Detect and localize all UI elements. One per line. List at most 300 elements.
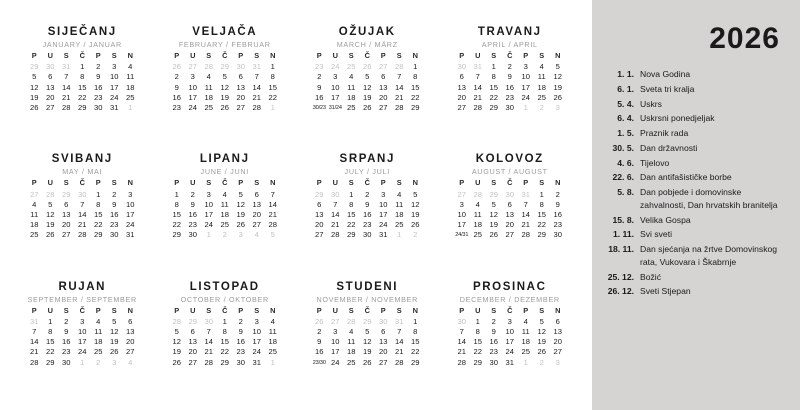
- day-cell: 3: [507, 316, 512, 326]
- month-block: [14, 26, 151, 145]
- day-cell: 30: [236, 62, 245, 72]
- weekday-header: S: [63, 178, 69, 188]
- week-row: [311, 200, 423, 210]
- day-cell: 31: [252, 62, 261, 72]
- day-cell: 13: [379, 337, 388, 347]
- day-cell: 30: [204, 316, 213, 326]
- day-cell: 21: [395, 347, 404, 357]
- weekday-header: Č: [79, 305, 85, 315]
- day-cell: 29: [220, 357, 229, 367]
- day-cell: 16: [62, 337, 71, 347]
- day-cell: 17: [252, 337, 261, 347]
- day-cell: 12: [236, 199, 245, 209]
- day-cell: 8: [96, 199, 101, 209]
- day-cell: 10: [505, 327, 514, 337]
- holiday-row: [606, 68, 784, 81]
- day-cell: 6: [64, 199, 69, 209]
- day-cell: 5: [222, 72, 227, 82]
- weekday-header-row: [169, 306, 281, 317]
- day-cell: 14: [62, 82, 71, 92]
- weekday-header: U: [332, 305, 338, 315]
- week-row: [311, 358, 423, 368]
- day-cell: 11: [30, 209, 39, 219]
- holiday-name: Dan državnosti: [640, 142, 698, 153]
- day-cell: 1: [397, 230, 402, 240]
- day-cell: 20: [126, 337, 135, 347]
- month-day-table: [454, 306, 566, 368]
- weekday-header: S: [63, 51, 69, 60]
- weekday-header: N: [127, 51, 133, 60]
- day-cell: 29: [347, 230, 356, 240]
- day-cell: 6: [254, 189, 259, 199]
- day-cell: 27: [252, 220, 261, 230]
- day-cell: 17: [126, 209, 135, 219]
- weekday-header: S: [111, 51, 117, 60]
- month-name: TRAVANJ: [477, 26, 542, 38]
- day-cell: 28: [204, 357, 213, 367]
- week-row: [26, 230, 138, 240]
- day-cell: 3: [333, 327, 338, 337]
- day-cell: 3: [555, 357, 560, 367]
- week-row: [169, 327, 281, 337]
- weekday-header-row: [169, 178, 281, 189]
- day-cell: 16: [505, 82, 514, 92]
- holiday-row: [606, 228, 784, 241]
- holiday-name: Nova Godina: [640, 69, 691, 79]
- week-row: [26, 103, 138, 113]
- weekday-header: S: [254, 178, 260, 188]
- day-cell: 6: [381, 327, 386, 337]
- weekday-header: U: [190, 178, 196, 188]
- day-cell: 31: [252, 357, 261, 367]
- weekday-header: S: [206, 178, 212, 188]
- weekday-header: N: [412, 178, 418, 188]
- day-cell: 22: [347, 220, 356, 230]
- day-cell: 6: [507, 199, 512, 209]
- day-cell: 6: [190, 327, 195, 337]
- month-subtitle: AUGUST / AUGUST: [471, 167, 548, 177]
- day-cell: 28: [62, 103, 71, 113]
- day-cell: 2: [365, 189, 370, 199]
- day-cell: 28: [46, 189, 55, 199]
- day-cell: 25: [204, 103, 213, 113]
- week-row: [311, 103, 423, 113]
- day-cell: 3: [80, 316, 85, 326]
- day-cell: 13: [315, 209, 324, 219]
- day-cell: 24: [110, 92, 119, 102]
- day-cell: 30: [236, 357, 245, 367]
- month-day-table: [26, 178, 138, 240]
- month-name: OŽUJAK: [338, 26, 396, 38]
- holiday-date: 6. 1.: [617, 83, 634, 94]
- weekday-header: P: [316, 178, 322, 188]
- week-row: [26, 93, 138, 103]
- month-day-table: [169, 178, 281, 240]
- weekday-header: N: [412, 305, 418, 315]
- month-subtitle: JULY / JULI: [344, 167, 390, 177]
- day-cell: 21: [78, 220, 87, 230]
- day-cell: 29: [315, 189, 324, 199]
- day-cell: 11: [395, 199, 404, 209]
- day-cell: 6: [555, 316, 560, 326]
- day-cell: 4: [397, 189, 402, 199]
- holiday-date: 26. 12.: [607, 286, 634, 297]
- day-cell: 19: [236, 209, 245, 219]
- weekday-header: S: [111, 305, 117, 315]
- day-cell: 26: [236, 220, 245, 230]
- month-block: [299, 281, 436, 400]
- week-row: [454, 93, 566, 103]
- day-cell: 7: [270, 189, 275, 199]
- weekday-header: N: [270, 178, 276, 188]
- day-cell: 17: [204, 209, 213, 219]
- weekday-header: P: [174, 51, 180, 60]
- day-cell: 21: [252, 92, 261, 102]
- weekday-header: P: [174, 178, 180, 188]
- day-cell: 3: [459, 199, 464, 209]
- month-subtitle: JANUARY / JANUAR: [42, 40, 122, 49]
- day-cell: 27: [236, 103, 245, 113]
- day-cell: 2: [539, 357, 544, 367]
- day-cell: 5: [48, 199, 53, 209]
- month-block: [157, 281, 294, 400]
- holiday-date: 30. 5.: [612, 142, 634, 153]
- day-cell: 1: [539, 189, 544, 199]
- day-cell: 25: [537, 92, 546, 102]
- day-cell: 21: [395, 92, 404, 102]
- day-cell: 29: [62, 189, 71, 199]
- day-cell: 12: [172, 337, 181, 347]
- day-cell: 24/31: [455, 232, 469, 239]
- day-cell: 13: [252, 199, 261, 209]
- day-cell: 26: [363, 62, 372, 72]
- day-cell: 30: [505, 189, 514, 199]
- day-cell: 22: [411, 347, 420, 357]
- day-cell: 30: [505, 103, 514, 113]
- day-cell: 26: [30, 103, 39, 113]
- day-cell: 2: [413, 230, 418, 240]
- holiday-row: [606, 83, 784, 96]
- weekday-header: S: [539, 178, 545, 188]
- day-cell: 9: [365, 199, 370, 209]
- holiday-name: Dan antifašističke borbe: [640, 172, 732, 183]
- day-cell: 22: [220, 347, 229, 357]
- week-row: [454, 62, 566, 72]
- day-cell: 14: [521, 209, 530, 219]
- day-cell: 12: [411, 199, 420, 209]
- weekday-header: P: [380, 178, 386, 188]
- day-cell: 10: [521, 72, 530, 82]
- day-cell: 20: [236, 92, 245, 102]
- month-block: [442, 281, 579, 400]
- day-cell: 5: [365, 72, 370, 82]
- holiday-date: 1. 5.: [617, 128, 634, 139]
- day-cell: 5: [413, 189, 418, 199]
- day-cell: 26: [363, 357, 372, 367]
- week-row: [26, 327, 138, 337]
- weekday-header: N: [555, 51, 561, 60]
- day-cell: 22: [172, 220, 181, 230]
- week-row: [311, 190, 423, 200]
- week-row: [26, 83, 138, 93]
- day-cell: 9: [96, 72, 101, 82]
- day-cell: 30: [331, 189, 340, 199]
- weekday-header: P: [523, 305, 529, 315]
- day-cell: 17: [110, 82, 119, 92]
- day-cell: 27: [505, 230, 514, 240]
- weekday-header: P: [31, 51, 37, 60]
- day-cell: 20: [252, 209, 261, 219]
- day-cell: 19: [30, 92, 39, 102]
- weekday-header: U: [332, 178, 338, 188]
- day-cell: 24: [379, 220, 388, 230]
- day-cell: 17: [78, 337, 87, 347]
- day-cell: 4: [475, 199, 480, 209]
- day-cell: 31: [473, 62, 482, 72]
- week-row: [454, 190, 566, 200]
- weekday-header: S: [254, 51, 260, 60]
- day-cell: 2: [96, 357, 101, 367]
- weekday-header: S: [491, 305, 497, 315]
- day-cell: 5: [365, 327, 370, 337]
- day-cell: 9: [555, 199, 560, 209]
- day-cell: 30: [457, 62, 466, 72]
- day-cell: 1: [80, 62, 85, 72]
- weekday-header: P: [95, 178, 101, 188]
- week-row: [311, 62, 423, 72]
- weekday-header: S: [206, 51, 212, 60]
- weekday-header: U: [332, 51, 338, 60]
- weekday-header: S: [111, 178, 117, 188]
- day-cell: 22: [78, 92, 87, 102]
- week-row: [169, 230, 281, 240]
- day-cell: 27: [62, 230, 71, 240]
- holidays-sidebar: [592, 0, 800, 410]
- day-cell: 19: [553, 82, 562, 92]
- day-cell: 4: [96, 316, 101, 326]
- weekday-header: U: [47, 51, 53, 60]
- day-cell: 4: [349, 72, 354, 82]
- holiday-row: [606, 171, 784, 184]
- day-cell: 4: [270, 316, 275, 326]
- weekday-header-row: [454, 51, 566, 62]
- holiday-row: [606, 186, 784, 211]
- weekday-header: N: [555, 305, 561, 315]
- day-cell: 19: [363, 92, 372, 102]
- month-name: KOLOVOZ: [475, 153, 544, 166]
- day-cell: 18: [347, 347, 356, 357]
- day-cell: 31: [521, 189, 530, 199]
- day-cell: 23: [489, 347, 498, 357]
- day-cell: 4: [128, 62, 133, 72]
- day-cell: 27: [379, 62, 388, 72]
- month-name: SVIBANJ: [51, 153, 113, 166]
- holiday-date: 25. 12.: [607, 271, 634, 282]
- week-row: [169, 347, 281, 357]
- weekday-header: U: [475, 305, 481, 315]
- day-cell: 20: [379, 92, 388, 102]
- day-cell: 15: [78, 82, 87, 92]
- week-row: [26, 190, 138, 200]
- day-cell: 28: [268, 220, 277, 230]
- day-cell: 17: [505, 337, 514, 347]
- weekday-header: Č: [507, 178, 513, 188]
- holiday-row: [606, 271, 784, 284]
- day-cell: 1: [222, 316, 227, 326]
- day-cell: 9: [317, 82, 322, 92]
- day-cell: 6: [128, 316, 133, 326]
- day-cell: 27: [457, 189, 466, 199]
- weekday-header: Č: [364, 178, 370, 188]
- day-cell: 21: [30, 347, 39, 357]
- day-cell: 8: [539, 199, 544, 209]
- weekday-header: S: [348, 178, 354, 188]
- day-cell: 28: [395, 357, 404, 367]
- holiday-row: [606, 157, 784, 170]
- day-cell: 3: [206, 189, 211, 199]
- day-cell: 25: [220, 220, 229, 230]
- day-cell: 27: [331, 316, 340, 326]
- weekday-header: U: [47, 305, 53, 315]
- day-cell: 8: [174, 199, 179, 209]
- day-cell: 8: [413, 327, 418, 337]
- day-cell: 22: [537, 220, 546, 230]
- day-cell: 18: [220, 209, 229, 219]
- day-cell: 8: [413, 72, 418, 82]
- day-cell: 10: [188, 82, 197, 92]
- month-name: RUJAN: [58, 280, 107, 293]
- month-name: PROSINAC: [472, 280, 547, 293]
- day-cell: 7: [206, 327, 211, 337]
- holiday-name: Velika Gospa: [640, 214, 691, 225]
- day-cell: 12: [110, 327, 119, 337]
- day-cell: 29: [220, 62, 229, 72]
- day-cell: 19: [489, 220, 498, 230]
- day-cell: 31: [30, 316, 39, 326]
- weekday-header: N: [555, 178, 561, 188]
- day-cell: 27: [379, 103, 388, 113]
- day-cell: 5: [174, 327, 179, 337]
- day-cell: 29: [411, 103, 420, 113]
- weekday-header-row: [26, 51, 138, 62]
- day-cell: 5: [539, 316, 544, 326]
- day-cell: 8: [80, 72, 85, 82]
- day-cell: 1: [413, 316, 418, 326]
- day-cell: 6: [317, 199, 322, 209]
- day-cell: 25: [126, 92, 135, 102]
- day-cell: 8: [349, 199, 354, 209]
- day-cell: 16: [315, 92, 324, 102]
- day-cell: 10: [126, 199, 135, 209]
- week-row: [454, 200, 566, 210]
- day-cell: 7: [459, 327, 464, 337]
- day-cell: 28: [473, 103, 482, 113]
- holiday-name: Božić: [640, 271, 662, 282]
- weekday-header-row: [169, 51, 281, 62]
- day-cell: 28: [30, 357, 39, 367]
- day-cell: 9: [174, 82, 179, 92]
- day-cell: 15: [411, 82, 420, 92]
- holiday-row: [606, 285, 784, 298]
- day-cell: 29: [172, 230, 181, 240]
- weekday-header-row: [26, 178, 138, 189]
- day-cell: 23: [236, 347, 245, 357]
- weekday-header: P: [238, 178, 244, 188]
- week-row: [169, 83, 281, 93]
- day-cell: 3: [112, 357, 117, 367]
- day-cell: 16: [172, 92, 181, 102]
- holiday-name: Sveta tri kralja: [640, 83, 695, 94]
- day-cell: 28: [521, 230, 530, 240]
- week-row: [26, 220, 138, 230]
- day-cell: 12: [30, 82, 39, 92]
- week-row: [26, 358, 138, 368]
- day-cell: 25: [268, 347, 277, 357]
- day-cell: 22: [46, 347, 55, 357]
- day-cell: 5: [270, 230, 275, 240]
- day-cell: 21: [457, 347, 466, 357]
- week-row: [169, 72, 281, 82]
- day-cell: 27: [457, 103, 466, 113]
- day-cell: 25: [473, 230, 482, 240]
- day-cell: 28: [473, 189, 482, 199]
- day-cell: 23: [172, 103, 181, 113]
- month-grid: [14, 26, 578, 400]
- day-cell: 15: [46, 337, 55, 347]
- holiday-row: [606, 98, 784, 111]
- week-row: [26, 200, 138, 210]
- month-block: [299, 26, 436, 145]
- month-day-table: [311, 306, 423, 368]
- week-row: [454, 327, 566, 337]
- day-cell: 30: [94, 103, 103, 113]
- day-cell: 1: [270, 103, 275, 113]
- month-block: [14, 281, 151, 400]
- day-cell: 15: [172, 209, 181, 219]
- week-row: [311, 317, 423, 327]
- day-cell: 24: [126, 220, 135, 230]
- day-cell: 7: [397, 327, 402, 337]
- weekday-header-row: [26, 306, 138, 317]
- week-row: [26, 347, 138, 357]
- day-cell: 19: [363, 347, 372, 357]
- holiday-date: 4. 6.: [617, 157, 634, 168]
- day-cell: 26: [315, 316, 324, 326]
- day-cell: 27: [315, 230, 324, 240]
- day-cell: 21: [473, 92, 482, 102]
- week-row: [26, 337, 138, 347]
- weekday-header: S: [491, 178, 497, 188]
- month-name: LIPANJ: [199, 153, 250, 166]
- day-cell: 13: [379, 82, 388, 92]
- weekday-header: S: [396, 178, 402, 188]
- day-cell: 20: [315, 220, 324, 230]
- week-row: [454, 347, 566, 357]
- day-cell: 12: [489, 209, 498, 219]
- day-cell: 14: [252, 82, 261, 92]
- day-cell: 28: [347, 316, 356, 326]
- day-cell: 30: [379, 316, 388, 326]
- day-cell: 15: [268, 82, 277, 92]
- day-cell: 20: [46, 92, 55, 102]
- day-cell: 25: [30, 230, 39, 240]
- weekday-header: N: [127, 305, 133, 315]
- day-cell: 13: [62, 209, 71, 219]
- week-row: [169, 337, 281, 347]
- day-cell: 17: [521, 82, 530, 92]
- day-cell: 10: [110, 72, 119, 82]
- day-cell: 11: [220, 199, 229, 209]
